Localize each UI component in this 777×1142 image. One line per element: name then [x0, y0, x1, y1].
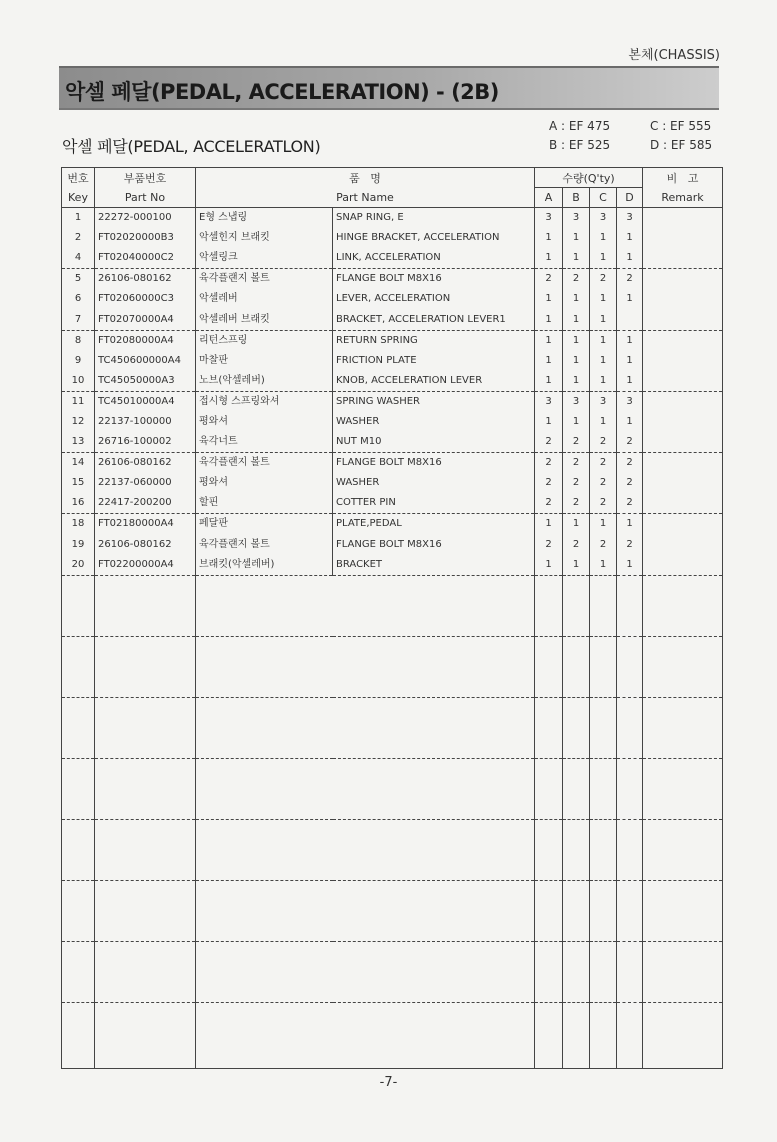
row-qty-b: 1	[563, 248, 590, 269]
empty-row	[62, 941, 723, 1002]
row-qty-b: 1	[563, 412, 590, 432]
empty-cell	[535, 941, 563, 1002]
row-name-en: BRACKET, ACCELERATION LEVER1	[333, 310, 535, 331]
row-qty-a: 2	[535, 269, 563, 290]
table-row	[62, 310, 723, 331]
row-qty-d	[617, 310, 643, 331]
empty-cell	[95, 758, 196, 819]
row-name-kr: 육각플랜지 볼트	[196, 453, 333, 474]
row-name-kr: 할핀	[196, 493, 333, 514]
row-qty-c: 1	[590, 330, 617, 351]
row-name-kr: 리턴스프링	[196, 330, 333, 351]
row-remark	[643, 228, 723, 248]
page-subtitle: 악셀 페달(PEDAL, ACCELERATLON)	[62, 137, 321, 156]
empty-cell	[62, 758, 95, 819]
row-name-kr: 접시형 스프링와셔	[196, 391, 333, 412]
row-remark	[643, 534, 723, 554]
table-row	[62, 228, 723, 248]
empty-cell	[62, 880, 95, 941]
row-remark	[643, 269, 723, 290]
row-qty-c: 2	[590, 493, 617, 514]
empty-cell	[617, 697, 643, 758]
header-name-en: Part Name	[196, 188, 535, 208]
empty-row	[62, 1002, 723, 1068]
row-qty-d: 3	[617, 391, 643, 412]
row-key: 16	[62, 493, 95, 514]
empty-cell	[95, 941, 196, 1002]
row-qty-d: 2	[617, 493, 643, 514]
row-qty-d: 1	[617, 289, 643, 309]
row-qty-c: 3	[590, 208, 617, 229]
row-key: 2	[62, 228, 95, 248]
row-name-en: LINK, ACCELERATION	[333, 248, 535, 269]
parts-table-body	[62, 208, 723, 1069]
empty-cell	[535, 758, 563, 819]
empty-cell	[62, 697, 95, 758]
empty-cell	[643, 880, 723, 941]
empty-cell	[590, 1002, 617, 1068]
row-qty-d: 1	[617, 412, 643, 432]
row-qty-a: 1	[535, 351, 563, 371]
empty-cell	[563, 819, 590, 880]
empty-cell	[563, 1002, 590, 1068]
row-remark	[643, 248, 723, 269]
row-key: 15	[62, 473, 95, 493]
row-qty-b: 3	[563, 391, 590, 412]
table-row	[62, 371, 723, 392]
row-qty-a: 2	[535, 473, 563, 493]
row-qty-d: 1	[617, 248, 643, 269]
row-qty-d: 2	[617, 473, 643, 493]
header-qty: 수량(Q'ty)	[535, 168, 643, 188]
empty-cell	[617, 941, 643, 1002]
row-part-no: 26106-080162	[95, 269, 196, 290]
row-qty-c: 2	[590, 453, 617, 474]
empty-cell	[95, 880, 196, 941]
row-qty-a: 2	[535, 534, 563, 554]
empty-row	[62, 758, 723, 819]
row-remark	[643, 208, 723, 229]
row-name-en: PLATE,PEDAL	[333, 514, 535, 535]
row-qty-b: 2	[563, 432, 590, 453]
row-qty-a: 3	[535, 208, 563, 229]
row-remark	[643, 310, 723, 331]
header-remark-kr: 비 고	[643, 168, 723, 188]
empty-cell	[196, 1002, 535, 1068]
row-part-no: FT02040000C2	[95, 248, 196, 269]
empty-cell	[590, 941, 617, 1002]
row-qty-b: 2	[563, 473, 590, 493]
empty-cell	[643, 941, 723, 1002]
row-name-en: FLANGE BOLT M8X16	[333, 269, 535, 290]
parts-table	[61, 167, 723, 1069]
empty-cell	[617, 636, 643, 697]
row-name-en: NUT M10	[333, 432, 535, 453]
row-key: 4	[62, 248, 95, 269]
row-part-no: TC45050000A3	[95, 371, 196, 392]
row-qty-d: 1	[617, 371, 643, 392]
row-remark	[643, 432, 723, 453]
row-key: 14	[62, 453, 95, 474]
empty-cell	[535, 880, 563, 941]
model-b: B : EF 525	[549, 138, 611, 152]
row-qty-d: 1	[617, 228, 643, 248]
row-remark	[643, 514, 723, 535]
row-remark	[643, 330, 723, 351]
model-c: C : EF 555	[650, 119, 712, 133]
row-key: 20	[62, 555, 95, 576]
empty-cell	[535, 575, 563, 636]
row-key: 19	[62, 534, 95, 554]
header-key-kr: 번호	[62, 168, 95, 188]
row-qty-a: 1	[535, 555, 563, 576]
empty-row	[62, 880, 723, 941]
row-name-kr: 노브(악셀레버)	[196, 371, 333, 392]
row-qty-a: 2	[535, 432, 563, 453]
row-qty-d: 2	[617, 453, 643, 474]
row-key: 9	[62, 351, 95, 371]
row-qty-c: 1	[590, 351, 617, 371]
row-qty-a: 1	[535, 371, 563, 392]
row-qty-a: 1	[535, 228, 563, 248]
empty-cell	[62, 1002, 95, 1068]
row-qty-b: 1	[563, 351, 590, 371]
empty-cell	[563, 636, 590, 697]
row-name-kr: 육각플랜지 볼트	[196, 269, 333, 290]
empty-cell	[196, 880, 535, 941]
row-name-en: WASHER	[333, 412, 535, 432]
row-qty-a: 2	[535, 493, 563, 514]
row-part-no: 22417-200200	[95, 493, 196, 514]
row-name-kr: 악셀링크	[196, 248, 333, 269]
header-key-en: Key	[62, 188, 95, 208]
banner-title: 악셀 페달(PEDAL, ACCELERATION) - (2B)	[65, 80, 499, 104]
row-qty-b: 1	[563, 289, 590, 309]
section-label: 본체(CHASSIS)	[628, 48, 720, 63]
header-qty-b: B	[563, 188, 590, 208]
empty-cell	[617, 575, 643, 636]
row-name-en: SNAP RING, E	[333, 208, 535, 229]
row-qty-c: 1	[590, 248, 617, 269]
row-name-en: FLANGE BOLT M8X16	[333, 453, 535, 474]
empty-cell	[590, 758, 617, 819]
row-part-no: FT02080000A4	[95, 330, 196, 351]
row-remark	[643, 473, 723, 493]
header-name-kr: 품 명	[196, 168, 535, 188]
empty-cell	[643, 758, 723, 819]
row-name-kr: 악셀레버 브래킷	[196, 310, 333, 331]
row-name-kr: 평와셔	[196, 473, 333, 493]
row-qty-b: 3	[563, 208, 590, 229]
row-name-en: SPRING WASHER	[333, 391, 535, 412]
row-qty-c: 1	[590, 514, 617, 535]
row-part-no: TC45010000A4	[95, 391, 196, 412]
row-key: 10	[62, 371, 95, 392]
row-qty-a: 1	[535, 289, 563, 309]
row-qty-d: 2	[617, 432, 643, 453]
row-qty-d: 2	[617, 534, 643, 554]
header-part-kr: 부품번호	[95, 168, 196, 188]
empty-cell	[196, 636, 535, 697]
empty-cell	[590, 575, 617, 636]
row-qty-a: 1	[535, 248, 563, 269]
empty-cell	[617, 1002, 643, 1068]
empty-cell	[563, 880, 590, 941]
header-qty-a: A	[535, 188, 563, 208]
empty-cell	[535, 636, 563, 697]
empty-row	[62, 819, 723, 880]
row-qty-b: 1	[563, 555, 590, 576]
row-name-kr: 악셀힌지 브래킷	[196, 228, 333, 248]
row-qty-b: 1	[563, 310, 590, 331]
row-qty-d: 1	[617, 514, 643, 535]
table-row	[62, 208, 723, 229]
row-qty-b: 2	[563, 534, 590, 554]
empty-cell	[62, 636, 95, 697]
empty-cell	[563, 941, 590, 1002]
row-qty-c: 1	[590, 228, 617, 248]
row-qty-c: 1	[590, 310, 617, 331]
row-part-no: 22137-100000	[95, 412, 196, 432]
empty-cell	[617, 819, 643, 880]
empty-cell	[643, 575, 723, 636]
row-remark	[643, 493, 723, 514]
row-name-en: KNOB, ACCELERATION LEVER	[333, 371, 535, 392]
table-row	[62, 391, 723, 412]
row-qty-d: 1	[617, 351, 643, 371]
table-row	[62, 269, 723, 290]
empty-cell	[563, 575, 590, 636]
table-row	[62, 289, 723, 309]
row-qty-d: 3	[617, 208, 643, 229]
row-part-no: FT02060000C3	[95, 289, 196, 309]
row-name-kr: 페달판	[196, 514, 333, 535]
row-name-kr: 육각플랜지 볼트	[196, 534, 333, 554]
empty-cell	[563, 758, 590, 819]
title-banner	[59, 66, 719, 110]
table-row	[62, 412, 723, 432]
empty-cell	[535, 1002, 563, 1068]
row-part-no: 26716-100002	[95, 432, 196, 453]
row-qty-a: 1	[535, 330, 563, 351]
row-qty-a: 1	[535, 514, 563, 535]
row-qty-a: 3	[535, 391, 563, 412]
empty-cell	[563, 697, 590, 758]
row-key: 7	[62, 310, 95, 331]
row-part-no: 22137-060000	[95, 473, 196, 493]
empty-cell	[62, 941, 95, 1002]
row-name-kr: 평와셔	[196, 412, 333, 432]
row-name-kr: 마찰판	[196, 351, 333, 371]
row-key: 1	[62, 208, 95, 229]
empty-cell	[590, 636, 617, 697]
row-qty-c: 3	[590, 391, 617, 412]
row-name-en: BRACKET	[333, 555, 535, 576]
row-name-kr: E형 스냅링	[196, 208, 333, 229]
empty-cell	[535, 697, 563, 758]
row-remark	[643, 391, 723, 412]
empty-cell	[643, 636, 723, 697]
empty-cell	[617, 758, 643, 819]
row-part-no: FT02200000A4	[95, 555, 196, 576]
empty-cell	[535, 819, 563, 880]
row-qty-c: 1	[590, 371, 617, 392]
row-remark	[643, 412, 723, 432]
row-key: 13	[62, 432, 95, 453]
empty-cell	[590, 697, 617, 758]
table-row	[62, 493, 723, 514]
table-row	[62, 432, 723, 453]
row-key: 18	[62, 514, 95, 535]
table-row	[62, 351, 723, 371]
table-row	[62, 453, 723, 474]
row-name-kr: 악셀레버	[196, 289, 333, 309]
model-d: D : EF 585	[650, 138, 713, 152]
row-qty-b: 2	[563, 453, 590, 474]
row-remark	[643, 289, 723, 309]
row-qty-b: 1	[563, 371, 590, 392]
row-qty-a: 2	[535, 453, 563, 474]
row-qty-a: 1	[535, 310, 563, 331]
table-row	[62, 248, 723, 269]
row-qty-c: 1	[590, 412, 617, 432]
row-name-en: WASHER	[333, 473, 535, 493]
row-qty-a: 1	[535, 412, 563, 432]
row-part-no: FT02020000B3	[95, 228, 196, 248]
row-name-en: LEVER, ACCELERATION	[333, 289, 535, 309]
row-qty-c: 2	[590, 269, 617, 290]
empty-cell	[196, 697, 535, 758]
empty-cell	[95, 819, 196, 880]
row-key: 6	[62, 289, 95, 309]
row-qty-b: 1	[563, 330, 590, 351]
row-key: 5	[62, 269, 95, 290]
table-row	[62, 330, 723, 351]
empty-cell	[95, 575, 196, 636]
header-qty-c: C	[590, 188, 617, 208]
table-row	[62, 534, 723, 554]
row-remark	[643, 351, 723, 371]
row-part-no: FT02070000A4	[95, 310, 196, 331]
row-qty-d: 1	[617, 555, 643, 576]
header-qty-d: D	[617, 188, 643, 208]
row-key: 12	[62, 412, 95, 432]
row-part-no: 26106-080162	[95, 534, 196, 554]
row-name-en: FLANGE BOLT M8X16	[333, 534, 535, 554]
row-name-kr: 브래킷(악셀레버)	[196, 555, 333, 576]
empty-cell	[196, 575, 535, 636]
empty-cell	[643, 819, 723, 880]
row-qty-c: 2	[590, 473, 617, 493]
row-qty-b: 1	[563, 228, 590, 248]
empty-row	[62, 575, 723, 636]
table-row	[62, 514, 723, 535]
row-part-no: TC450600000A4	[95, 351, 196, 371]
row-key: 8	[62, 330, 95, 351]
row-qty-c: 2	[590, 534, 617, 554]
row-qty-b: 2	[563, 269, 590, 290]
row-qty-b: 2	[563, 493, 590, 514]
empty-cell	[62, 575, 95, 636]
empty-cell	[643, 697, 723, 758]
row-qty-d: 2	[617, 269, 643, 290]
header-part-en: Part No	[95, 188, 196, 208]
empty-row	[62, 697, 723, 758]
empty-cell	[590, 880, 617, 941]
row-part-no: 22272-000100	[95, 208, 196, 229]
row-part-no: 26106-080162	[95, 453, 196, 474]
row-name-en: FRICTION PLATE	[333, 351, 535, 371]
page-number: -7-	[379, 1075, 398, 1090]
empty-cell	[590, 819, 617, 880]
empty-cell	[95, 697, 196, 758]
table-row	[62, 473, 723, 493]
row-remark	[643, 453, 723, 474]
empty-cell	[196, 758, 535, 819]
row-name-en: HINGE BRACKET, ACCELERATION	[333, 228, 535, 248]
row-name-kr: 육각너트	[196, 432, 333, 453]
row-qty-c: 1	[590, 289, 617, 309]
empty-cell	[95, 636, 196, 697]
model-a: A : EF 475	[549, 119, 611, 133]
row-qty-c: 2	[590, 432, 617, 453]
row-qty-d: 1	[617, 330, 643, 351]
table-row	[62, 555, 723, 576]
row-name-en: COTTER PIN	[333, 493, 535, 514]
empty-cell	[196, 819, 535, 880]
header-remark-en: Remark	[643, 188, 723, 208]
empty-cell	[62, 819, 95, 880]
row-qty-c: 1	[590, 555, 617, 576]
empty-cell	[617, 880, 643, 941]
row-name-en: RETURN SPRING	[333, 330, 535, 351]
empty-cell	[95, 1002, 196, 1068]
row-remark	[643, 371, 723, 392]
row-part-no: FT02180000A4	[95, 514, 196, 535]
empty-cell	[643, 1002, 723, 1068]
row-qty-b: 1	[563, 514, 590, 535]
empty-row	[62, 636, 723, 697]
empty-cell	[196, 941, 535, 1002]
row-key: 11	[62, 391, 95, 412]
row-remark	[643, 555, 723, 576]
